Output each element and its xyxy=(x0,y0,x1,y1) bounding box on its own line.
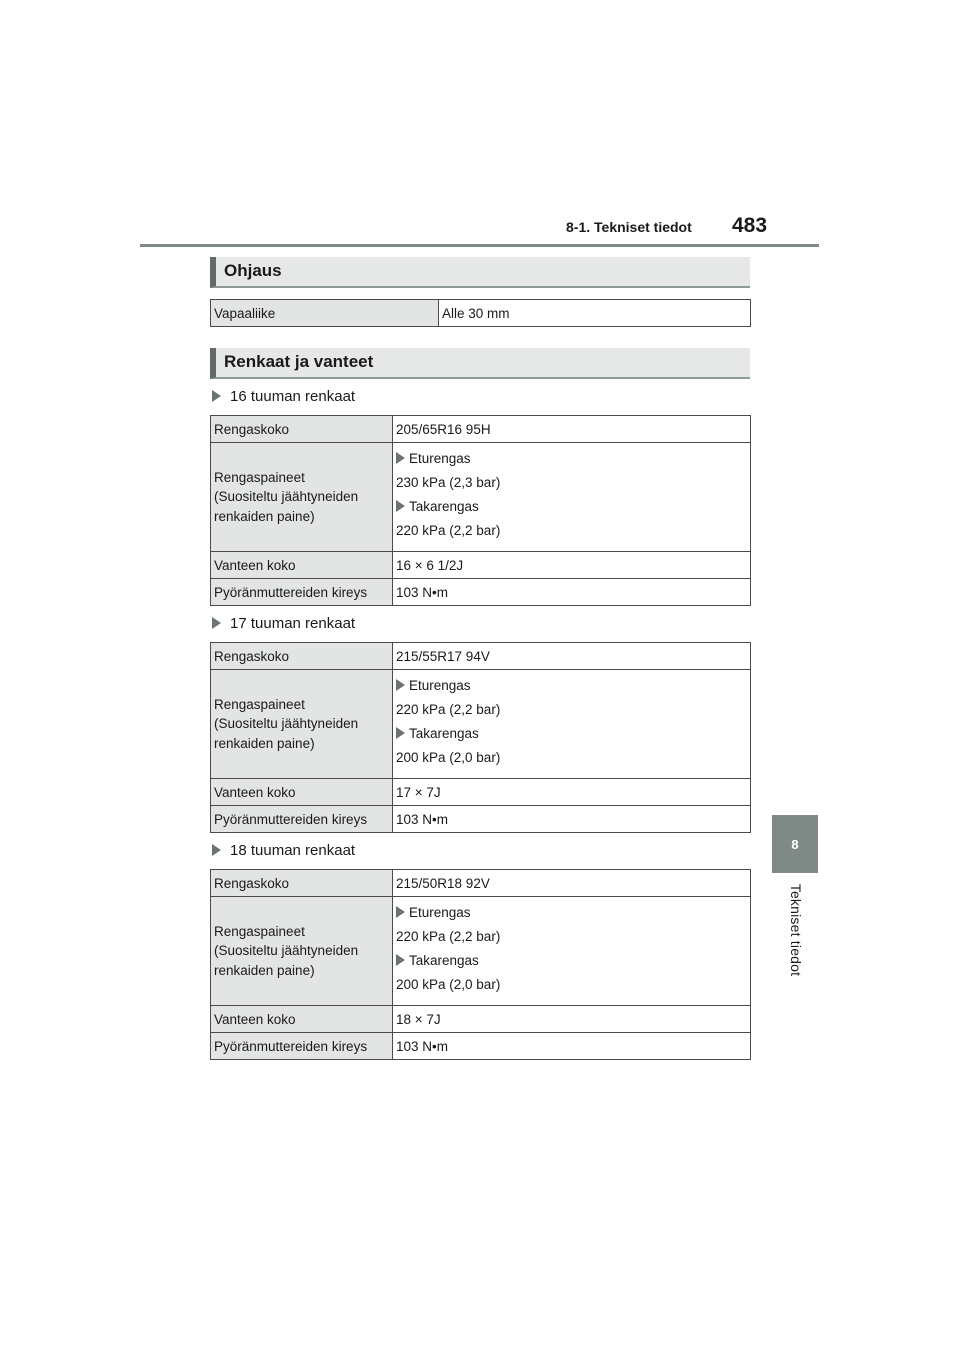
rear-tire-label: Takarengas xyxy=(396,949,747,973)
section-heading-tires: Renkaat ja vanteet xyxy=(210,348,750,379)
table-row xyxy=(211,552,751,579)
tire-pressure-label: Rengaspaineet (Suositeltu jäähtyneiden renkaiden paine) xyxy=(211,670,393,779)
table-row xyxy=(211,897,751,1006)
front-tire-pressure: 230 kPa (2,3 bar) xyxy=(396,475,501,490)
table-row xyxy=(211,670,751,779)
arrow-bullet-icon xyxy=(396,452,405,464)
tire-group-title: 16 tuuman renkaat xyxy=(210,387,750,407)
chapter-tab-number: 8 xyxy=(791,837,799,852)
tire-spec-table xyxy=(210,642,751,833)
page-content xyxy=(210,257,750,1060)
nut-torque-value: 103 N•m xyxy=(393,1033,751,1060)
arrow-bullet-icon xyxy=(396,906,405,918)
page-header xyxy=(0,0,960,250)
tire-size-label: Rengaskoko xyxy=(211,870,393,897)
tire-size-label: Rengaskoko xyxy=(211,643,393,670)
front-tire-label: Eturengas xyxy=(396,447,747,471)
nut-torque-value: 103 N•m xyxy=(393,806,751,833)
chapter-title: 8-1. Tekniset tiedot xyxy=(566,219,692,235)
arrow-bullet-icon xyxy=(396,679,405,691)
arrow-bullet-icon xyxy=(212,390,221,402)
tire-group-title: 17 tuuman renkaat xyxy=(210,614,750,634)
tire-pressure-values xyxy=(393,443,751,552)
table-row xyxy=(211,443,751,552)
front-tire-pressure: 220 kPa (2,2 bar) xyxy=(396,929,501,944)
rim-size-value: 16 × 6 1/2J xyxy=(393,552,751,579)
tire-pressure-label: Rengaspaineet (Suositeltu jäähtyneiden renkaiden paine) xyxy=(211,443,393,552)
rim-size-label: Vanteen koko xyxy=(211,552,393,579)
tire-pressure-label: Rengaspaineet (Suositeltu jäähtyneiden renkaiden paine) xyxy=(211,897,393,1006)
rim-size-label: Vanteen koko xyxy=(211,779,393,806)
front-tire-pressure: 220 kPa (2,2 bar) xyxy=(396,702,501,717)
table-row xyxy=(211,870,751,897)
tire-spec-table xyxy=(210,415,751,606)
arrow-bullet-icon xyxy=(212,617,221,629)
tire-group-title: 18 tuuman renkaat xyxy=(210,841,750,861)
arrow-bullet-icon xyxy=(396,954,405,966)
rear-tire-pressure: 200 kPa (2,0 bar) xyxy=(396,977,501,992)
tire-size-value: 215/50R18 92V xyxy=(393,870,751,897)
arrow-bullet-icon xyxy=(212,844,221,856)
tire-size-value: 215/55R17 94V xyxy=(393,643,751,670)
nut-torque-value: 103 N•m xyxy=(393,579,751,606)
arrow-bullet-icon xyxy=(396,500,405,512)
nut-torque-label: Pyöränmuttereiden kireys xyxy=(211,806,393,833)
rim-size-label: Vanteen koko xyxy=(211,1006,393,1033)
tire-spec-table xyxy=(210,869,751,1060)
table-row xyxy=(211,779,751,806)
free-play-value: Alle 30 mm xyxy=(439,300,751,327)
table-row xyxy=(211,300,751,327)
front-tire-label: Eturengas xyxy=(396,901,747,925)
tire-size-value: 205/65R16 95H xyxy=(393,416,751,443)
table-row xyxy=(211,1033,751,1060)
section-heading-steering: Ohjaus xyxy=(210,257,750,288)
rim-size-value: 17 × 7J xyxy=(393,779,751,806)
table-row xyxy=(211,416,751,443)
table-row xyxy=(211,1006,751,1033)
tire-pressure-values xyxy=(393,897,751,1006)
rear-tire-pressure: 220 kPa (2,2 bar) xyxy=(396,523,501,538)
rear-tire-label: Takarengas xyxy=(396,495,747,519)
front-tire-label: Eturengas xyxy=(396,674,747,698)
table-row xyxy=(211,643,751,670)
rim-size-value: 18 × 7J xyxy=(393,1006,751,1033)
nut-torque-label: Pyöränmuttereiden kireys xyxy=(211,579,393,606)
table-row xyxy=(211,806,751,833)
free-play-label: Vapaaliike xyxy=(211,300,439,327)
nut-torque-label: Pyöränmuttereiden kireys xyxy=(211,1033,393,1060)
rear-tire-pressure: 200 kPa (2,0 bar) xyxy=(396,750,501,765)
tire-pressure-values xyxy=(393,670,751,779)
rear-tire-label: Takarengas xyxy=(396,722,747,746)
header-divider xyxy=(140,244,819,247)
chapter-side-title: Tekniset tiedot xyxy=(788,883,804,977)
steering-table xyxy=(210,299,751,327)
page-number: 483 xyxy=(732,214,768,237)
table-row xyxy=(211,579,751,606)
tire-size-label: Rengaskoko xyxy=(211,416,393,443)
arrow-bullet-icon xyxy=(396,727,405,739)
